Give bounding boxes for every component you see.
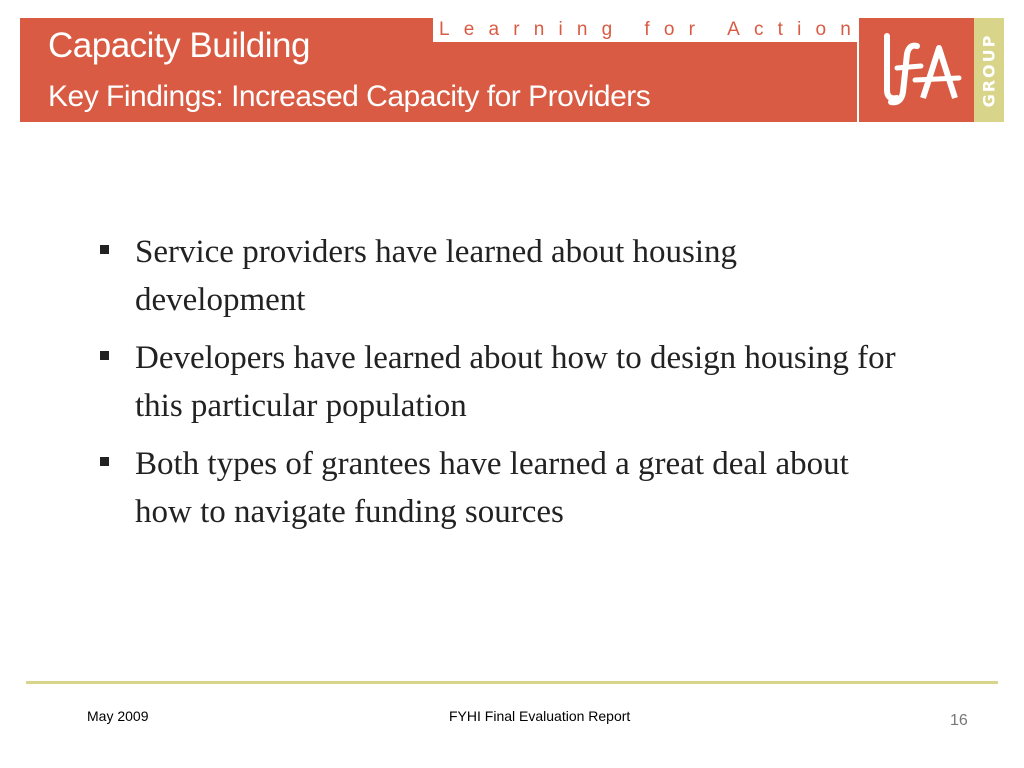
tagline-letter: n <box>576 19 588 40</box>
footer-date: May 2009 <box>87 708 149 724</box>
tagline-letter: r <box>688 19 695 40</box>
slide-subtitle: Key Findings: Increased Capacity for Providers <box>48 80 651 113</box>
bullet-text: Developers have learned about how to design housing for this particular population <box>135 340 896 424</box>
list-item <box>100 440 900 536</box>
list-item <box>100 334 900 430</box>
square-bullet-icon <box>100 457 109 466</box>
lfa-logo-icon <box>869 28 965 112</box>
tagline-letter: e <box>463 19 475 40</box>
group-label-bar <box>974 18 1004 122</box>
list-item <box>100 228 900 324</box>
tagline-letter: A <box>727 19 740 40</box>
tagline-letter: n <box>533 19 545 40</box>
tagline-letter: a <box>488 19 500 40</box>
square-bullet-icon <box>100 245 109 254</box>
bullet-text: Both types of grantees have learned a great deal about how to navigate funding sources <box>135 446 849 530</box>
tagline-letter: r <box>513 19 520 40</box>
tagline-letter: o <box>815 19 827 40</box>
learning-for-action-tagline <box>433 18 857 42</box>
lfa-logo <box>857 18 974 122</box>
tagline-letter: c <box>753 19 764 40</box>
slide-number: 16 <box>950 712 968 729</box>
tagline-letter: i <box>558 19 563 40</box>
key-findings-list <box>100 228 900 546</box>
footer-report-title: FYHI Final Evaluation Report <box>449 708 631 724</box>
tagline-letter: t <box>777 19 783 40</box>
square-bullet-icon <box>100 351 109 360</box>
tagline-letter: g <box>601 19 613 40</box>
bullet-text: Service providers have learned about housing development <box>135 234 738 318</box>
tagline-letter: L <box>439 19 450 40</box>
footer-divider <box>26 681 998 684</box>
slide-title: Capacity Building <box>48 26 310 65</box>
tagline-letter: n <box>840 19 851 40</box>
tagline-letter: f <box>644 19 650 40</box>
tagline-letter: o <box>663 19 675 40</box>
slide-header <box>20 18 1004 122</box>
group-label: GROUP <box>979 33 999 107</box>
tagline-letter: i <box>797 19 802 40</box>
